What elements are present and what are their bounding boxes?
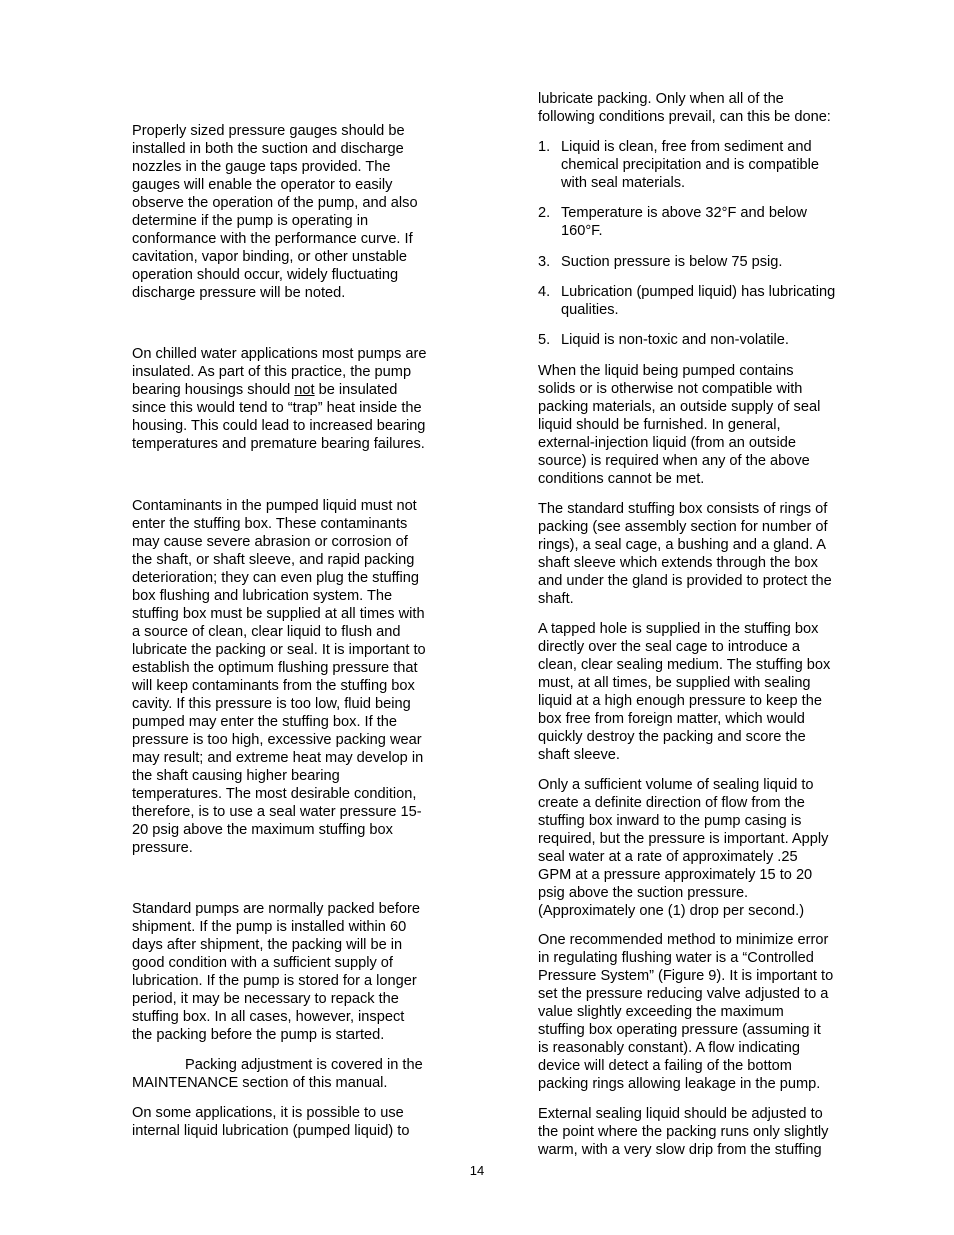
- text-line: packing (see assembly section for number of: [538, 519, 828, 535]
- text-line: External sealing liquid should be adjusted to: [538, 1106, 823, 1122]
- text-line: pumped may enter the stuffing box. If the: [132, 714, 398, 730]
- text-line: liquid should be furnished. In general,: [538, 417, 781, 433]
- text-line: gauges will enable the operator to easily: [132, 177, 393, 193]
- text-line: cavity. If this pressure is too low, fluid being: [132, 696, 411, 712]
- text-line: cavitation, vapor binding, or other unstable: [132, 249, 408, 265]
- text-line: pressure is too high, excessive packing wear: [132, 732, 422, 748]
- text-line: stuffing box. In all cases, however, inspect: [132, 1009, 405, 1025]
- text-line: Liquid is clean, free from sediment and: [561, 139, 812, 155]
- text-line: good condition with a sufficient supply of: [132, 955, 393, 971]
- text-line: box free from foreign matter, which would: [538, 711, 805, 727]
- text-line: Liquid is non-toxic and non-volatile.: [561, 332, 789, 348]
- text-line: nozzles in the gauge taps provided. The: [132, 159, 391, 175]
- text-line: external-injection liquid (from an outside: [538, 435, 796, 451]
- text-line: Suction pressure is below 75 psig.: [561, 254, 783, 270]
- insulation-paragraph: [132, 345, 426, 453]
- contaminants-paragraph: [132, 497, 426, 857]
- conditions-intro-paragraph: [538, 90, 831, 126]
- text-line: The standard stuffing box consists of rings of: [538, 501, 828, 517]
- text-line: shipment. If the pump is installed within 60: [132, 919, 407, 935]
- external-sealing-paragraph: [538, 1105, 828, 1159]
- text-line: shaft sleeve which extends through the box: [538, 555, 818, 571]
- text-line: installed in both the suction and discharge: [132, 141, 404, 157]
- text-line: Only a sufficient volume of sealing liquid to: [538, 777, 814, 793]
- text-line: stuffing box inward to the pump casing is: [538, 813, 802, 829]
- text-line: shaft.: [538, 591, 574, 607]
- text-line: operation should occur, widely fluctuating: [132, 267, 399, 283]
- text-line: [132, 381, 426, 399]
- list-number: 4.: [538, 284, 551, 300]
- text-line: determine if the pump is operating in: [132, 213, 369, 229]
- text-line: may cause severe abrasion or corrosion of: [132, 534, 408, 550]
- text-line: solids or is otherwise not compatible with: [538, 381, 803, 397]
- text-line: internal liquid lubrication (pumped liquid) to: [132, 1123, 410, 1139]
- text-line: enter the stuffing box. These contaminants: [132, 516, 408, 532]
- text-line: set the pressure reducing valve adjusted to a: [538, 986, 829, 1002]
- text-line: packing materials, an outside supply of seal: [538, 399, 821, 415]
- text-line: since this would tend to “trap” heat inside the: [132, 400, 422, 416]
- text-line: Pressure System” (Figure 9). It is important to: [538, 968, 834, 984]
- text-line: insulated. As part of this practice, the pump: [132, 364, 412, 380]
- text-line: must, at all times, be supplied with sealing: [538, 675, 811, 691]
- text-line: deterioration; they can even plug the stuffing: [132, 570, 419, 586]
- text-line: packing rings allowing leakage in the pump.: [538, 1076, 821, 1092]
- stuffing-box-paragraph: [538, 500, 832, 608]
- text-line: chemical precipitation and is compatible: [561, 157, 819, 173]
- text-line: stuffing box operating pressure (assuming it: [538, 1022, 821, 1038]
- text-line: following conditions prevail, can this be done:: [538, 109, 831, 125]
- text-line: 20 psig above the maximum stuffing box: [132, 822, 393, 838]
- text-line: [132, 1056, 423, 1074]
- text-line: quickly destroy the packing and score the: [538, 729, 806, 745]
- controlled-pressure-paragraph: [538, 931, 833, 1093]
- text-segment: bearing housings should: [132, 382, 295, 398]
- text-line: is reasonably constant). A flow indicating: [538, 1040, 801, 1056]
- tapped-hole-paragraph: [538, 620, 830, 764]
- text-line: source) is required when any of the above: [538, 453, 810, 469]
- outside-supply-paragraph: [538, 362, 820, 488]
- text-line: clean, clear sealing medium. The stuffing box: [538, 657, 831, 673]
- text-line: On some applications, it is possible to use: [132, 1105, 404, 1121]
- text-segment: be insulated: [314, 382, 398, 398]
- text-line: Lubrication (pumped liquid) has lubricating: [561, 284, 836, 300]
- text-line: directly over the seal cage to introduce a: [538, 639, 801, 655]
- text-line: stuffing box must be supplied at all times with: [132, 606, 425, 622]
- text-line: GPM at a pressure approximately 15 to 20: [538, 867, 813, 883]
- text-line: seal water at a rate of approximately .25: [538, 849, 798, 865]
- text-line: lubricate packing. Only when all of the: [538, 91, 784, 107]
- list-number: 2.: [538, 205, 551, 221]
- text-line: establish the optimum flushing pressure that: [132, 660, 418, 676]
- list-number: 1.: [538, 139, 551, 155]
- text-line: lubricate the packing or seal. It is important to: [132, 642, 426, 658]
- text-line: value slightly exceeding the maximum: [538, 1004, 784, 1020]
- text-line: MAINTENANCE section of this manual.: [132, 1075, 388, 1091]
- text-line: temperatures and premature bearing failures.: [132, 436, 425, 452]
- underlined-not: not: [294, 382, 315, 398]
- list-number: 3.: [538, 254, 551, 270]
- text-line: warm, with a very slow drip from the stuffing: [538, 1142, 822, 1158]
- text-line: days after shipment, the packing will be in: [132, 937, 403, 953]
- text-line: create a definite direction of flow from the: [538, 795, 805, 811]
- text-segment: Packing adjustment is covered in the: [185, 1057, 423, 1073]
- text-line: qualities.: [561, 302, 619, 318]
- adjustment-paragraph: [132, 1056, 423, 1092]
- text-line: temperatures. The most desirable condition,: [132, 786, 417, 802]
- packing-paragraph: [132, 900, 420, 1044]
- text-line: the packing before the pump is started.: [132, 1027, 385, 1043]
- text-line: lubrication. If the pump is stored for a longer: [132, 973, 417, 989]
- text-line: conditions cannot be met.: [538, 471, 705, 487]
- text-line: shaft sleeve.: [538, 747, 620, 763]
- text-line: When the liquid being pumped contains: [538, 363, 794, 379]
- text-line: a source of clean, clear liquid to flush and: [132, 624, 401, 640]
- text-line: device will detect a failing of the bottom: [538, 1058, 792, 1074]
- text-line: 160°F.: [561, 223, 603, 239]
- text-line: pressure.: [132, 840, 193, 856]
- text-line: discharge pressure will be noted.: [132, 285, 346, 301]
- text-line: and under the gland is provided to protect the: [538, 573, 832, 589]
- text-line: conformance with the performance curve. If: [132, 231, 413, 247]
- text-line: in regulating flushing water is a “Controlled: [538, 950, 814, 966]
- text-line: housing. This could lead to increased bearing: [132, 418, 426, 434]
- text-line: the shaft, or shaft sleeve, and rapid packing: [132, 552, 415, 568]
- text-line: observe the operation of the pump, and also: [132, 195, 418, 211]
- text-line: box flushing and lubrication system. The: [132, 588, 393, 604]
- text-line: period, it may be necessary to repack the: [132, 991, 399, 1007]
- text-line: may result; and extreme heat may develop in: [132, 750, 424, 766]
- internal-lubrication-paragraph: [132, 1104, 409, 1140]
- text-line: On chilled water applications most pumps are: [132, 346, 427, 362]
- text-line: Temperature is above 32°F and below: [561, 205, 807, 221]
- text-line: Standard pumps are normally packed before: [132, 901, 420, 917]
- text-line: psig above the suction pressure.: [538, 885, 749, 901]
- text-line: Properly sized pressure gauges should be: [132, 123, 405, 139]
- gauges-paragraph: [132, 122, 418, 302]
- text-line: will keep contaminants from the stuffing box: [132, 678, 415, 694]
- text-line: required, but the pressure is important. Apply: [538, 831, 829, 847]
- text-line: Contaminants in the pumped liquid must not: [132, 498, 417, 514]
- text-line: rings), a seal cage, a bushing and a gland. A: [538, 537, 827, 553]
- text-line: with seal materials.: [561, 175, 686, 191]
- list-number: 5.: [538, 332, 551, 348]
- text-line: the point where the packing runs only slightly: [538, 1124, 829, 1140]
- text-line: therefore, is to use a seal water pressure 15-: [132, 804, 422, 820]
- text-line: the shaft causing higher bearing: [132, 768, 340, 784]
- text-line: A tapped hole is supplied in the stuffing box: [538, 621, 819, 637]
- page-number: 14: [469, 1163, 485, 1178]
- sealing-volume-paragraph: [538, 776, 828, 920]
- text-line: (Approximately one (1) drop per second.): [538, 903, 805, 919]
- text-line: One recommended method to minimize error: [538, 932, 829, 948]
- text-line: liquid at a high enough pressure to keep the: [538, 693, 822, 709]
